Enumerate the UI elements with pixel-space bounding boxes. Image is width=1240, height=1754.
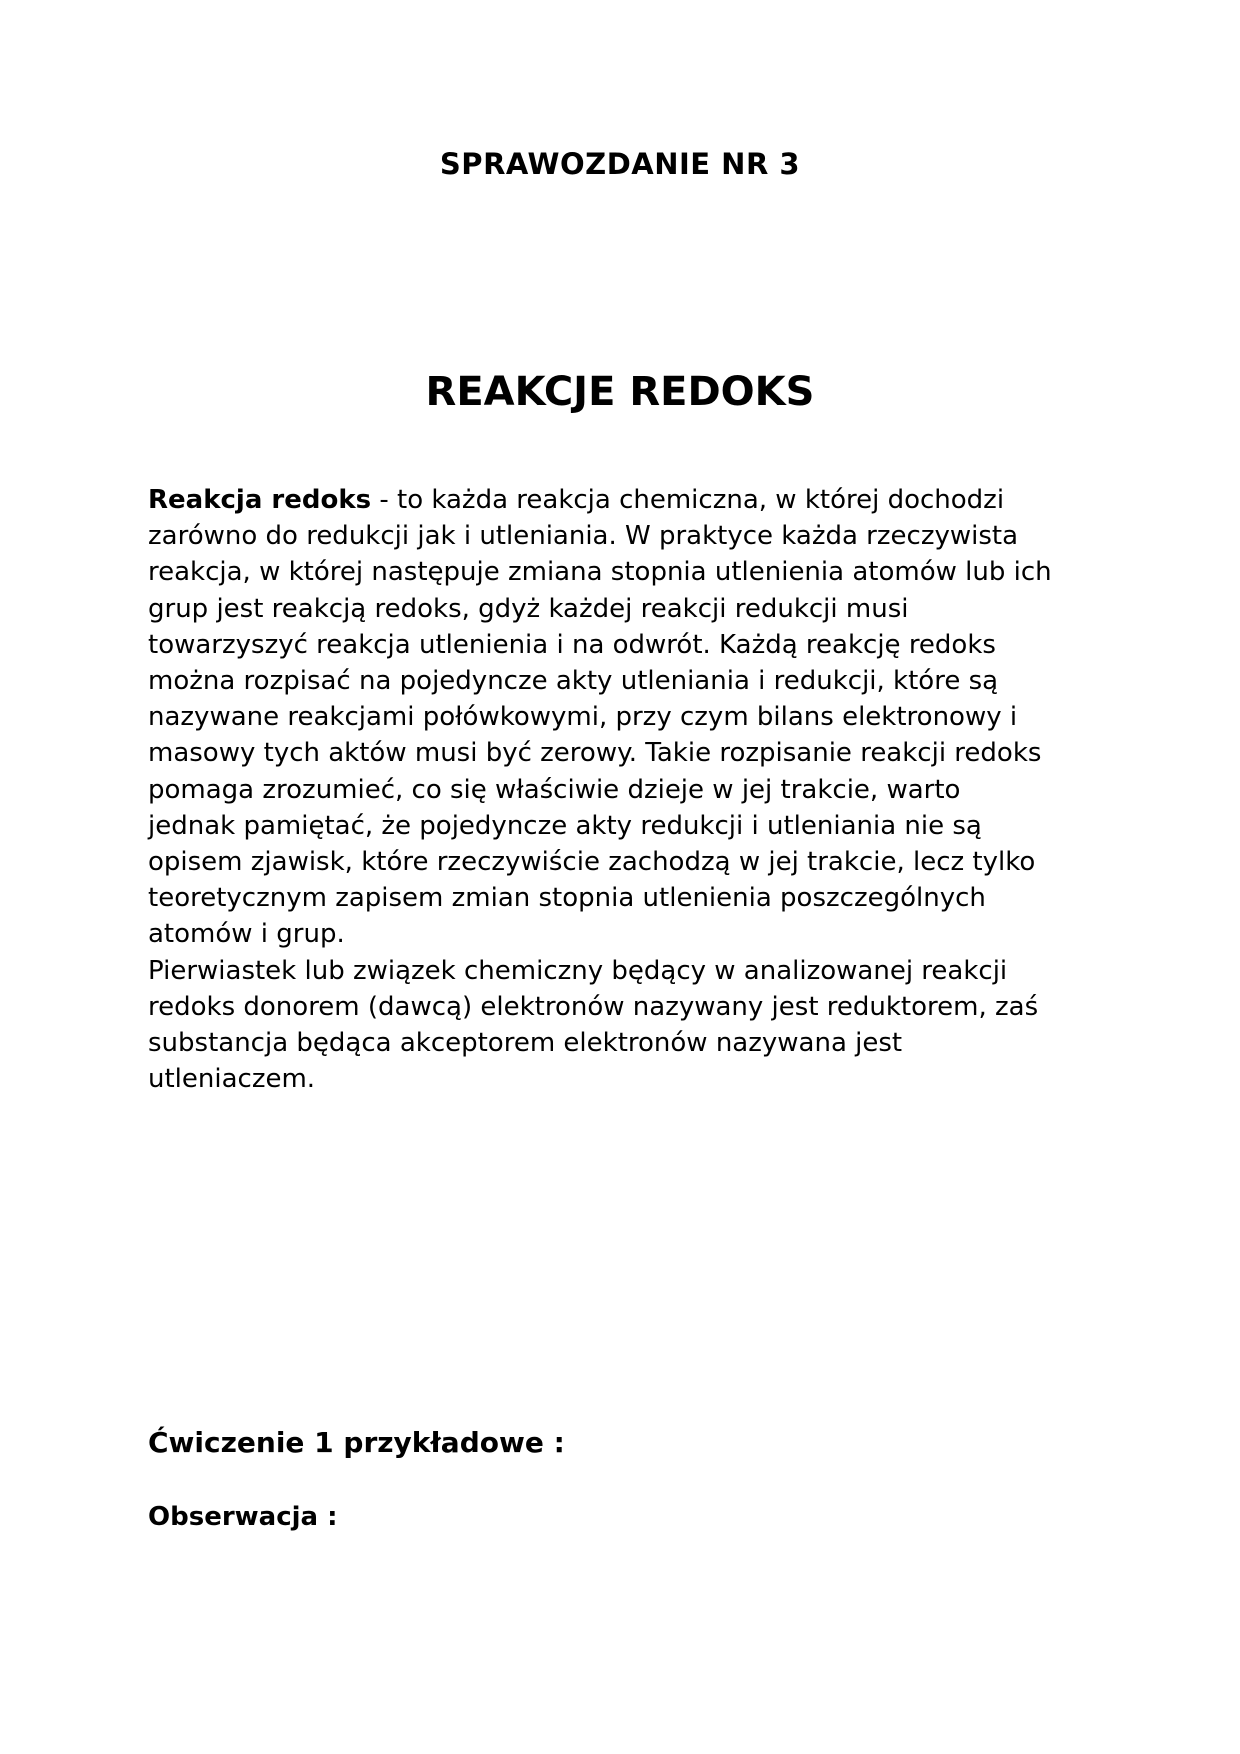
text-line: atomów i grup.	[148, 919, 345, 950]
text-line-fragment: - to każda reakcja chemiczna, w której dochodzi	[371, 485, 1005, 515]
text-line: teoretycznym zapisem zmian stopnia utlenienia poszczególnych	[148, 883, 986, 914]
text-line: Pierwiastek lub związek chemiczny będący w analizowanej reakcji	[148, 955, 1008, 986]
page-title: REAKCJE REDOKS	[425, 369, 815, 415]
text-line	[148, 482, 1148, 518]
text-line: opisem zjawisk, które rzeczywiście zachodzą w jej trakcie, lecz tylko	[148, 847, 1036, 878]
text-line: można rozpisać na pojedyncze akty utleniania i redukcji, które są	[148, 666, 999, 697]
text-line: redoks donorem (dawcą) elektronów nazywany jest reduktorem, zaś	[148, 991, 1039, 1022]
text-line: nazywane reakcjami połówkowymi, przy czym bilans elektronowy i	[148, 702, 1018, 733]
text-line: jednak pamiętać, że pojedyncze akty redukcji i utleniania nie są	[148, 810, 982, 841]
text-line: zarówno do redukcji jak i utleniania. W praktyce każda rzeczywista	[148, 521, 1019, 552]
text-line: substancja będąca akceptorem elektronów nazywana jest	[148, 1028, 903, 1059]
text-line: utleniaczem.	[148, 1064, 316, 1095]
observation-label: Obserwacja :	[148, 1502, 338, 1532]
exercise-heading: Ćwiczenie 1 przykładowe :	[148, 1426, 565, 1459]
text-line: grup jest reakcją redoks, gdyż każdej reakcji redukcji musi	[148, 593, 909, 624]
definition-term: Reakcja redoks	[148, 485, 372, 515]
text-line: pomaga zrozumieć, co się właściwie dzieje w jej trakcie, warto	[148, 774, 961, 805]
definition-paragraph	[148, 482, 1148, 1097]
report-number: SPRAWOZDANIE NR 3	[439, 147, 801, 181]
text-line: masowy tych aktów musi być zerowy. Takie rozpisanie reakcji redoks	[148, 738, 1042, 769]
text-line: towarzyszyć reakcja utlenienia i na odwrót. Każdą reakcję redoks	[148, 629, 996, 660]
text-line: reakcja, w której następuje zmiana stopnia utlenienia atomów lub ich	[148, 557, 1052, 588]
